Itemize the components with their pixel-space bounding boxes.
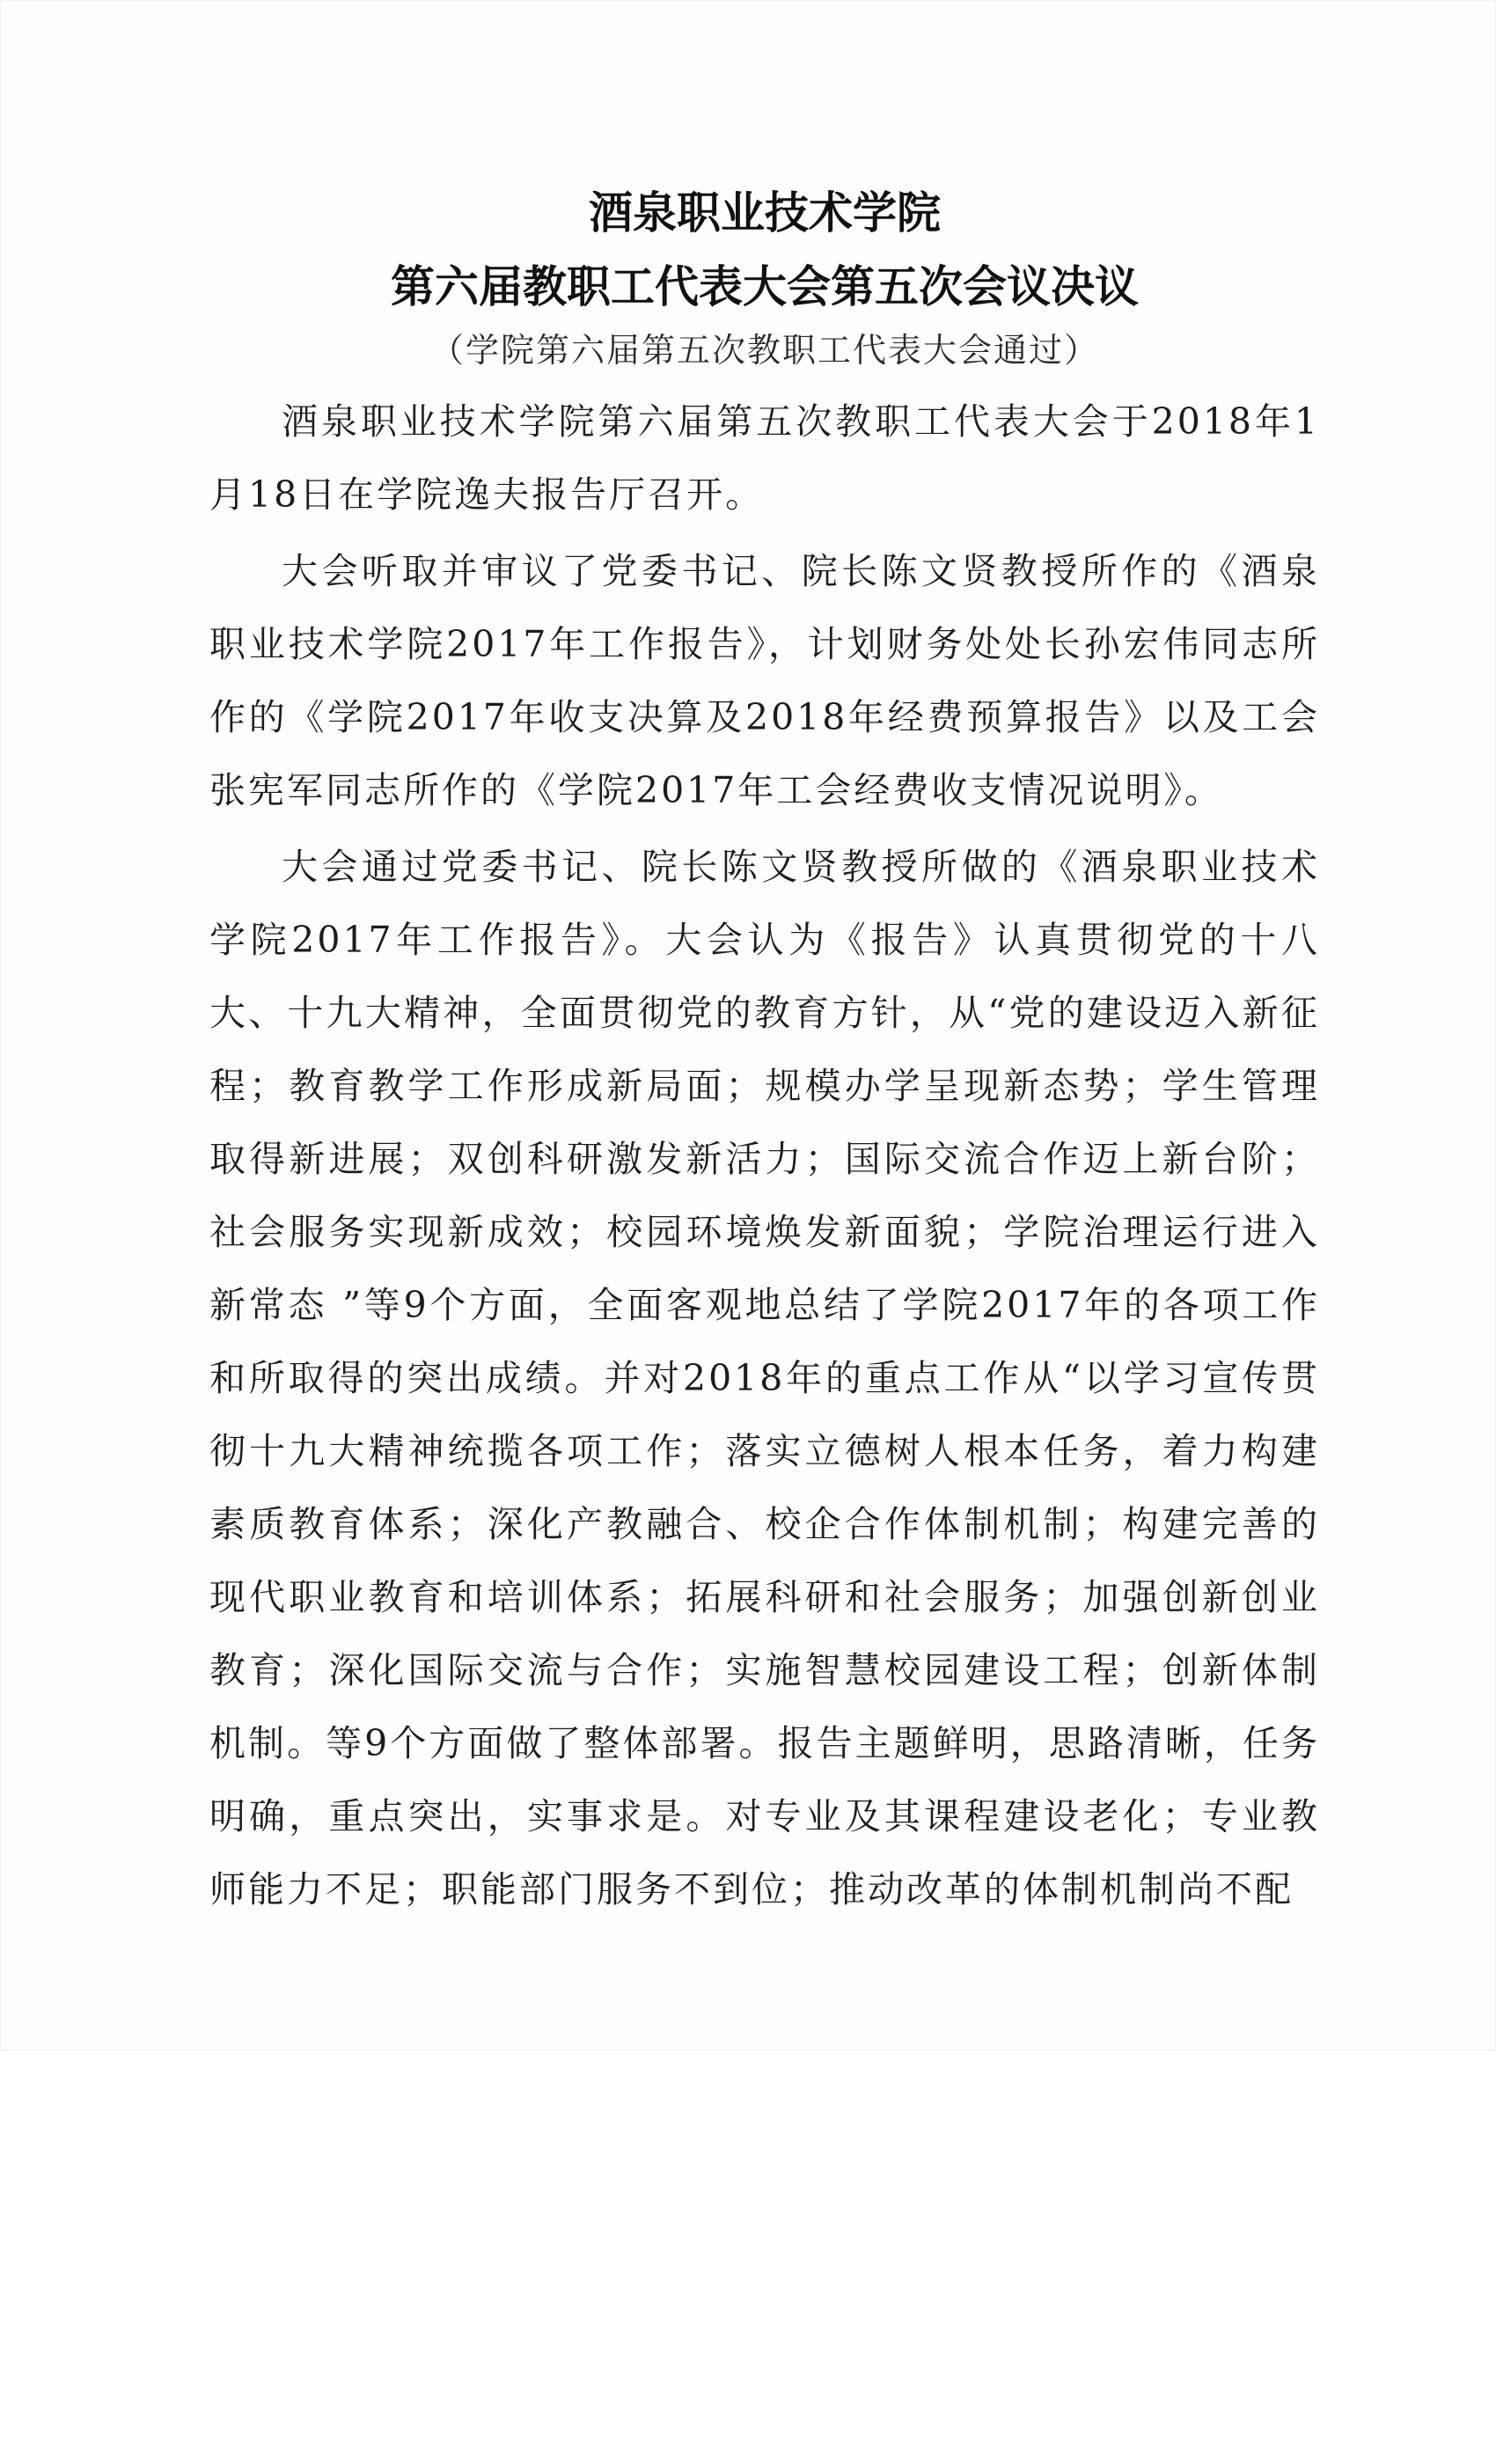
- paragraph-report-approval: 大会通过党委书记、院长陈文贤教授所做的《酒泉职业技术学院2017年工作报告》。大会认为《报告》认真贯彻党的十八大、十九大精神，全面贯彻党的教育方针，从“党的建设迈入新征程；教育教学工作形成新局面；规模办学呈现新态势；学生管理取得新进展；双创科研激发新活力；国际交流合作迈上新台阶；社会服务实现新成效；校园环境焕发新面貌；学院治理运行进入新常态 ”等9个方面，全面客观地总结了学院2017年的各项工作和所取得的突出成绩。并对2018年的重点工作从“以学习宣传贯彻十九大精神统揽各项工作；落实立德树人根本任务，着力构建素质教育体系；深化产教融合、校企合作体制机制；构建完善的现代职业教育和培训体系；拓展科研和社会服务；加强创新创业教育；深化国际交流与合作；实施智慧校园建设工程；创新体制机制。等9个方面做了整体部署。报告主题鲜明，思路清晰，任务明确，重点突出，实事求是。对专业及其课程建设老化；专业教师能力不足；职能部门服务不到位；推动改革的体制机制尚不配: [209, 846, 1320, 1910]
- paragraph-meeting-intro: 酒泉职业技术学院第六届第五次教职工代表大会于2018年1月18日在学院逸夫报告厅召开。: [209, 400, 1320, 516]
- paragraph-reports-reviewed: 大会听取并审议了党委书记、院长陈文贤教授所作的《酒泉职业技术学院2017年工作报告》，计划财务处处长孙宏伟同志所作的《学院2017年收支决算及2018年经费预算报告》以及工会张宪军同志所作的《学院2017年工会经费收支情况说明》。: [209, 550, 1320, 811]
- document-subtitle: （学院第六届第五次教职工代表大会通过）: [429, 331, 1099, 370]
- document-title-line1: 酒泉职业技术学院: [589, 187, 941, 238]
- document-body: [209, 176, 1320, 1926]
- document-title-line2: 第六届教职工代表大会第五次会议决议: [391, 261, 1139, 312]
